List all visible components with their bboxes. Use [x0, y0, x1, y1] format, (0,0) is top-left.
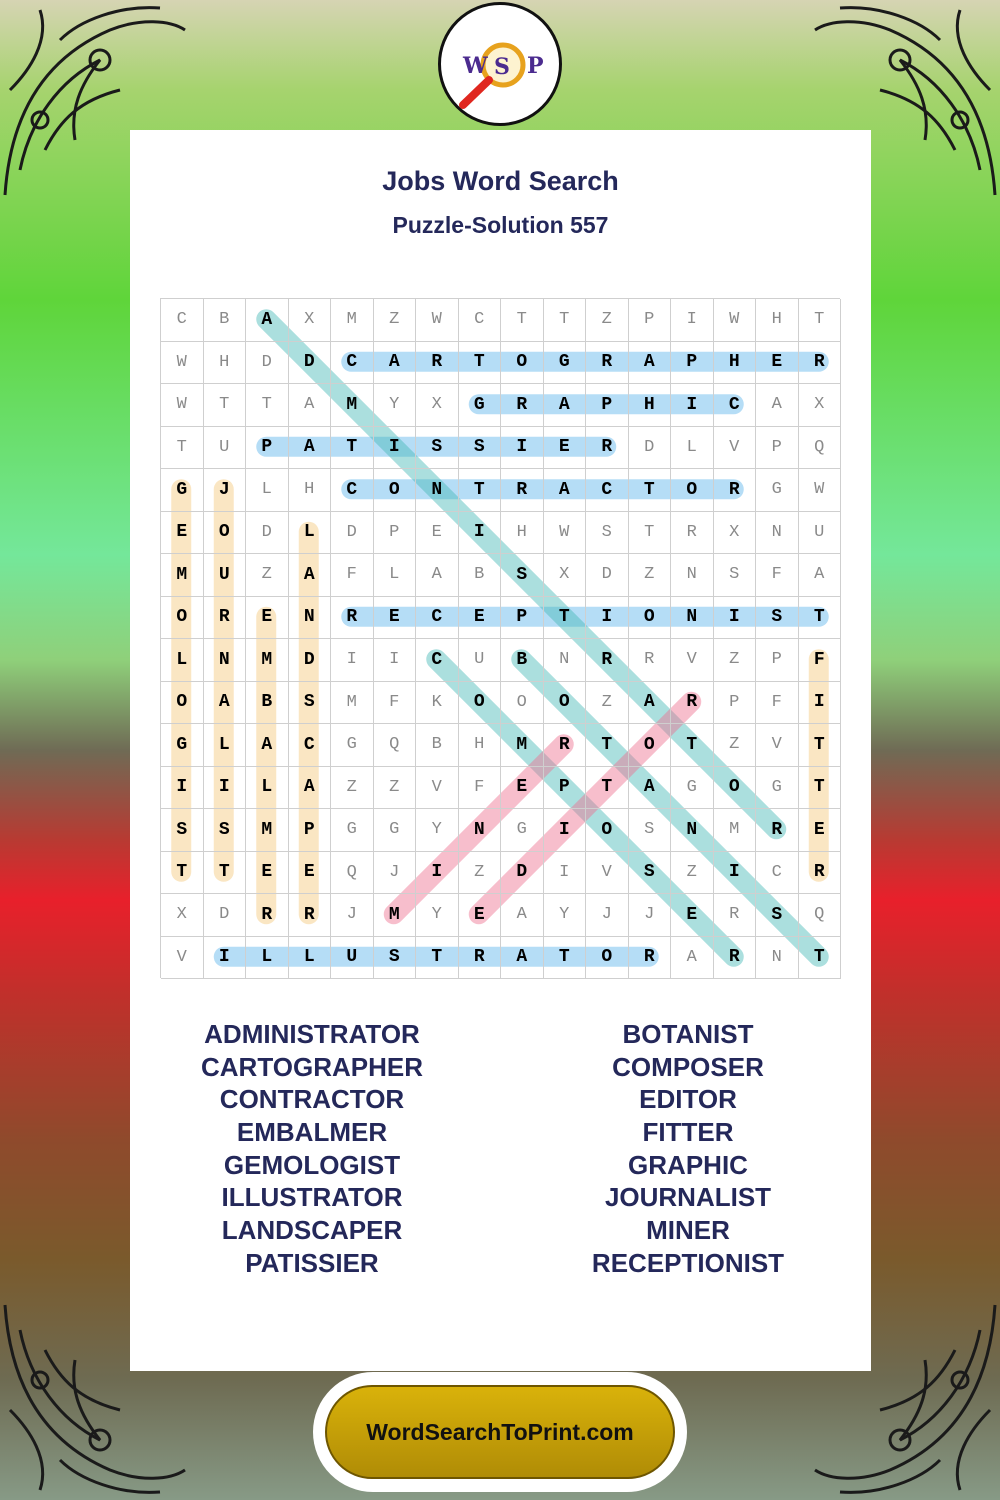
grid-cell[interactable]: E [671, 894, 714, 937]
grid-cell[interactable]: Z [586, 299, 629, 342]
grid-cell[interactable]: C [756, 852, 799, 895]
grid-cell[interactable]: T [629, 469, 672, 512]
grid-cell[interactable]: R [799, 342, 842, 385]
grid-cell[interactable]: M [161, 554, 204, 597]
grid-cell[interactable]: Z [459, 852, 502, 895]
site-link-button[interactable]: WordSearchToPrint.com [325, 1385, 675, 1479]
grid-cell[interactable]: R [459, 937, 502, 980]
grid-cell[interactable]: Y [544, 894, 587, 937]
grid-cell[interactable]: M [331, 682, 374, 725]
grid-cell[interactable]: Y [416, 894, 459, 937]
grid-cell[interactable]: V [756, 724, 799, 767]
grid-cell[interactable]: F [799, 639, 842, 682]
grid-cell[interactable]: T [544, 937, 587, 980]
grid-cell[interactable]: L [204, 724, 247, 767]
grid-cell[interactable]: J [204, 469, 247, 512]
grid-cell[interactable]: S [501, 554, 544, 597]
grid-cell[interactable]: I [544, 809, 587, 852]
grid-cell[interactable]: N [289, 597, 332, 640]
grid-cell[interactable]: N [459, 809, 502, 852]
grid-cell[interactable]: G [501, 809, 544, 852]
grid-cell[interactable]: L [246, 469, 289, 512]
grid-cell[interactable]: X [416, 384, 459, 427]
grid-cell[interactable]: T [799, 299, 842, 342]
grid-cell[interactable]: I [459, 512, 502, 555]
grid-cell[interactable]: G [756, 767, 799, 810]
grid-cell[interactable]: Z [374, 299, 417, 342]
grid-cell[interactable]: M [331, 299, 374, 342]
grid-cell[interactable]: B [501, 639, 544, 682]
grid-cell[interactable]: H [289, 469, 332, 512]
grid-cell[interactable]: A [246, 299, 289, 342]
grid-cell[interactable]: E [374, 597, 417, 640]
grid-cell[interactable]: A [544, 384, 587, 427]
grid-cell[interactable]: U [799, 512, 842, 555]
grid-cell[interactable]: A [501, 937, 544, 980]
grid-cell[interactable]: D [246, 512, 289, 555]
grid-cell[interactable]: P [671, 342, 714, 385]
grid-cell[interactable]: E [161, 512, 204, 555]
grid-cell[interactable]: N [204, 639, 247, 682]
grid-cell[interactable]: T [586, 724, 629, 767]
word-list-item: JOURNALIST [604, 1182, 772, 1213]
letter-grid [160, 298, 840, 978]
grid-cell[interactable]: R [629, 639, 672, 682]
grid-cell[interactable]: T [161, 852, 204, 895]
grid-cell[interactable]: Y [416, 809, 459, 852]
grid-cell[interactable]: E [289, 852, 332, 895]
grid-cell[interactable]: I [671, 299, 714, 342]
grid-cell[interactable]: I [416, 852, 459, 895]
grid-cell[interactable]: W [161, 384, 204, 427]
grid-cell[interactable]: S [459, 427, 502, 470]
grid-cell[interactable]: T [204, 384, 247, 427]
grid-cell[interactable]: T [161, 427, 204, 470]
grid-cell[interactable]: S [289, 682, 332, 725]
grid-cell[interactable]: O [544, 682, 587, 725]
grid-cell[interactable]: A [799, 554, 842, 597]
grid-cell[interactable]: A [289, 427, 332, 470]
grid-cell[interactable]: Z [331, 767, 374, 810]
grid-cell[interactable]: R [204, 597, 247, 640]
grid-cell[interactable]: V [586, 852, 629, 895]
grid-cell[interactable]: O [586, 809, 629, 852]
grid-cell[interactable]: E [416, 512, 459, 555]
grid-cell[interactable]: S [629, 852, 672, 895]
grid-cell[interactable]: N [416, 469, 459, 512]
grid-cell[interactable]: S [161, 809, 204, 852]
grid-cell[interactable]: D [246, 342, 289, 385]
grid-cell[interactable]: E [459, 597, 502, 640]
grid-cell[interactable]: R [289, 894, 332, 937]
grid-cell[interactable]: A [289, 384, 332, 427]
grid-cell[interactable]: L [246, 937, 289, 980]
word-list-item: FITTER [642, 1117, 734, 1148]
grid-cell[interactable]: B [246, 682, 289, 725]
grid-cell[interactable]: A [629, 767, 672, 810]
grid-cell[interactable]: W [714, 299, 757, 342]
grid-cell[interactable]: T [246, 384, 289, 427]
grid-cell[interactable]: O [161, 597, 204, 640]
grid-cell[interactable]: C [714, 384, 757, 427]
grid-cell[interactable]: E [501, 767, 544, 810]
grid-cell[interactable]: O [374, 469, 417, 512]
word-list-item: ILLUSTRATOR [221, 1182, 403, 1213]
grid-cell[interactable]: S [586, 512, 629, 555]
grid-cell[interactable]: T [629, 512, 672, 555]
grid-cell[interactable]: V [161, 937, 204, 980]
grid-cell[interactable]: U [204, 427, 247, 470]
grid-cell[interactable]: A [629, 682, 672, 725]
grid-cell[interactable]: G [374, 809, 417, 852]
grid-cell[interactable]: O [204, 512, 247, 555]
logo-letter-s: S [494, 54, 510, 80]
grid-cell[interactable]: Z [629, 554, 672, 597]
grid-cell[interactable]: D [629, 427, 672, 470]
grid-cell[interactable]: P [756, 639, 799, 682]
grid-cell[interactable]: T [416, 937, 459, 980]
grid-cell[interactable]: A [374, 342, 417, 385]
grid-cell[interactable]: T [799, 767, 842, 810]
grid-cell[interactable]: C [586, 469, 629, 512]
grid-cell[interactable]: F [756, 682, 799, 725]
grid-cell[interactable]: Z [714, 639, 757, 682]
grid-cell[interactable]: T [586, 767, 629, 810]
grid-cell[interactable]: D [289, 639, 332, 682]
grid-cell[interactable]: F [374, 682, 417, 725]
grid-cell[interactable]: S [714, 554, 757, 597]
grid-cell[interactable]: B [416, 724, 459, 767]
grid-cell[interactable]: Q [374, 724, 417, 767]
grid-cell[interactable]: I [586, 597, 629, 640]
grid-cell[interactable]: U [331, 937, 374, 980]
grid-cell[interactable]: G [331, 724, 374, 767]
grid-cell[interactable]: F [459, 767, 502, 810]
grid-cell[interactable]: P [714, 682, 757, 725]
grid-cell[interactable]: I [501, 427, 544, 470]
grid-cell[interactable]: P [246, 427, 289, 470]
grid-cell[interactable]: R [246, 894, 289, 937]
grid-cell[interactable]: E [246, 852, 289, 895]
grid-cell[interactable]: A [501, 894, 544, 937]
grid-cell[interactable]: G [544, 342, 587, 385]
grid-cell[interactable]: G [161, 724, 204, 767]
wsp-logo[interactable] [438, 2, 562, 126]
grid-cell[interactable]: S [756, 597, 799, 640]
grid-cell[interactable]: R [501, 384, 544, 427]
grid-cell[interactable]: H [714, 342, 757, 385]
grid-cell[interactable]: Q [331, 852, 374, 895]
grid-cell[interactable]: I [374, 639, 417, 682]
grid-cell[interactable]: R [671, 512, 714, 555]
grid-cell[interactable]: T [544, 299, 587, 342]
grid-cell[interactable]: R [629, 937, 672, 980]
grid-cell[interactable]: Q [799, 427, 842, 470]
grid-cell[interactable]: C [331, 469, 374, 512]
grid-cell[interactable]: S [374, 937, 417, 980]
grid-cell[interactable]: I [374, 427, 417, 470]
grid-cell[interactable]: E [544, 427, 587, 470]
grid-cell[interactable]: Z [374, 767, 417, 810]
grid-cell[interactable]: X [714, 512, 757, 555]
grid-cell[interactable]: I [331, 639, 374, 682]
grid-cell[interactable]: T [459, 469, 502, 512]
grid-cell[interactable]: X [544, 554, 587, 597]
grid-cell[interactable]: J [374, 852, 417, 895]
grid-cell[interactable]: R [586, 342, 629, 385]
grid-cell[interactable]: R [714, 469, 757, 512]
grid-cell[interactable]: H [629, 384, 672, 427]
grid-cell[interactable]: I [799, 682, 842, 725]
grid-cell[interactable]: P [501, 597, 544, 640]
grid-cell[interactable]: M [246, 639, 289, 682]
page-title: Jobs Word Search [382, 166, 619, 196]
grid-cell[interactable]: V [714, 427, 757, 470]
grid-cell[interactable]: Z [714, 724, 757, 767]
grid-cell[interactable]: C [416, 597, 459, 640]
grid-cell[interactable]: K [416, 682, 459, 725]
grid-cell[interactable]: R [544, 724, 587, 767]
grid-cell[interactable]: D [501, 852, 544, 895]
grid-cell[interactable]: T [501, 299, 544, 342]
grid-cell[interactable]: T [799, 597, 842, 640]
grid-cell[interactable]: E [756, 342, 799, 385]
grid-cell[interactable]: W [161, 342, 204, 385]
word-search-grid [160, 298, 840, 978]
grid-cell[interactable]: P [756, 427, 799, 470]
grid-cell[interactable]: S [204, 809, 247, 852]
grid-cell[interactable]: A [671, 937, 714, 980]
grid-cell[interactable]: X [161, 894, 204, 937]
grid-cell[interactable]: M [374, 894, 417, 937]
grid-cell[interactable]: I [161, 767, 204, 810]
grid-cell[interactable]: L [289, 512, 332, 555]
grid-cell[interactable]: T [799, 724, 842, 767]
word-list-item: CONTRACTOR [219, 1084, 405, 1115]
grid-cell[interactable]: T [459, 342, 502, 385]
grid-cell[interactable]: Y [374, 384, 417, 427]
grid-cell[interactable]: O [161, 682, 204, 725]
grid-cell[interactable]: E [799, 809, 842, 852]
grid-cell[interactable]: C [331, 342, 374, 385]
grid-cell[interactable]: U [204, 554, 247, 597]
word-list-item: EMBALMER [236, 1117, 388, 1148]
grid-cell[interactable]: D [204, 894, 247, 937]
grid-cell[interactable]: B [204, 299, 247, 342]
word-list-item: RECEPTIONIST [591, 1247, 785, 1278]
grid-cell[interactable]: M [714, 809, 757, 852]
magnifier-icon [441, 5, 559, 123]
grid-cell[interactable]: C [416, 639, 459, 682]
grid-cell[interactable]: R [714, 937, 757, 980]
grid-cell[interactable]: E [246, 597, 289, 640]
grid-cell[interactable]: D [289, 342, 332, 385]
grid-cell[interactable]: G [671, 767, 714, 810]
grid-cell[interactable]: F [331, 554, 374, 597]
grid-cell[interactable]: V [416, 767, 459, 810]
grid-cell[interactable]: R [586, 427, 629, 470]
grid-cell[interactable]: Q [799, 894, 842, 937]
word-list-item: MINER [646, 1215, 730, 1246]
grid-cell[interactable]: A [756, 384, 799, 427]
word-list-item: EDITOR [639, 1084, 737, 1115]
grid-cell[interactable]: N [671, 554, 714, 597]
word-list-item: LANDSCAPER [221, 1215, 403, 1246]
grid-cell[interactable]: N [756, 937, 799, 980]
grid-cell[interactable]: P [289, 809, 332, 852]
grid-cell[interactable]: T [799, 937, 842, 980]
grid-cell[interactable]: W [799, 469, 842, 512]
grid-cell[interactable]: V [671, 639, 714, 682]
grid-cell[interactable]: N [671, 597, 714, 640]
word-list-right [523, 1018, 853, 1280]
grid-cell[interactable]: I [204, 767, 247, 810]
grid-cell[interactable]: I [714, 852, 757, 895]
grid-cell[interactable]: Z [671, 852, 714, 895]
grid-cell[interactable]: R [756, 809, 799, 852]
grid-cell[interactable]: U [459, 639, 502, 682]
grid-cell[interactable]: X [799, 384, 842, 427]
word-list-item: ADMINISTRATOR [204, 1019, 420, 1049]
grid-cell[interactable]: H [204, 342, 247, 385]
grid-cell[interactable]: W [544, 512, 587, 555]
grid-cell[interactable]: W [416, 299, 459, 342]
word-list-item: GRAPHIC [628, 1149, 748, 1180]
grid-cell[interactable]: X [289, 299, 332, 342]
grid-cell[interactable]: T [544, 597, 587, 640]
grid-cell[interactable]: R [501, 469, 544, 512]
grid-cell[interactable]: M [331, 384, 374, 427]
grid-cell[interactable]: N [544, 639, 587, 682]
word-list-item: PATISSIER [245, 1247, 379, 1278]
grid-cell[interactable]: N [671, 809, 714, 852]
grid-cell[interactable]: O [671, 469, 714, 512]
grid-cell[interactable]: R [671, 682, 714, 725]
grid-cell[interactable]: L [671, 427, 714, 470]
grid-cell[interactable]: B [459, 554, 502, 597]
grid-cell[interactable]: R [331, 597, 374, 640]
grid-cell[interactable]: C [161, 299, 204, 342]
grid-cell[interactable]: A [544, 469, 587, 512]
grid-cell[interactable]: J [331, 894, 374, 937]
page-subtitle: Puzzle-Solution 557 [392, 212, 609, 238]
grid-cell[interactable]: G [459, 384, 502, 427]
grid-cell[interactable]: J [629, 894, 672, 937]
puzzle-card [130, 130, 871, 1371]
grid-cell[interactable]: E [459, 894, 502, 937]
grid-cell[interactable]: P [374, 512, 417, 555]
grid-cell[interactable]: I [204, 937, 247, 980]
grid-cell[interactable]: G [756, 469, 799, 512]
grid-cell[interactable]: Z [246, 554, 289, 597]
grid-cell[interactable]: H [756, 299, 799, 342]
grid-cell[interactable]: A [246, 724, 289, 767]
grid-cell[interactable]: I [671, 384, 714, 427]
word-list-left [147, 1018, 477, 1280]
grid-cell[interactable]: S [629, 809, 672, 852]
grid-cell[interactable]: O [459, 682, 502, 725]
word-list-item: CARTOGRAPHER [201, 1051, 423, 1082]
grid-cell[interactable]: A [204, 682, 247, 725]
grid-cell[interactable]: H [459, 724, 502, 767]
grid-cell[interactable]: P [544, 767, 587, 810]
grid-cell[interactable]: R [416, 342, 459, 385]
grid-cell[interactable]: A [416, 554, 459, 597]
grid-cell[interactable]: C [289, 724, 332, 767]
grid-cell[interactable]: O [501, 682, 544, 725]
grid-cell[interactable]: L [246, 767, 289, 810]
grid-cell[interactable]: P [629, 299, 672, 342]
grid-cell[interactable]: R [714, 894, 757, 937]
grid-cell[interactable]: O [501, 342, 544, 385]
grid-cell[interactable]: D [331, 512, 374, 555]
logo-letter-p: P [527, 53, 544, 79]
grid-cell[interactable]: S [416, 427, 459, 470]
grid-cell[interactable]: H [501, 512, 544, 555]
word-list-item: COMPOSER [612, 1051, 764, 1082]
grid-cell[interactable]: T [671, 724, 714, 767]
grid-cell[interactable]: Z [586, 682, 629, 725]
grid-cell[interactable]: S [756, 894, 799, 937]
grid-cell[interactable]: L [374, 554, 417, 597]
grid-cell[interactable]: R [799, 852, 842, 895]
grid-cell[interactable]: J [586, 894, 629, 937]
grid-cell[interactable]: A [289, 767, 332, 810]
logo-letter-w: W [463, 53, 488, 79]
grid-cell[interactable]: I [714, 597, 757, 640]
grid-cell[interactable]: L [161, 639, 204, 682]
grid-cell[interactable]: I [544, 852, 587, 895]
grid-cell[interactable]: O [586, 937, 629, 980]
grid-cell[interactable]: N [756, 512, 799, 555]
grid-cell[interactable]: C [459, 299, 502, 342]
grid-cell[interactable]: D [586, 554, 629, 597]
grid-cell[interactable]: A [629, 342, 672, 385]
word-list-item: GEMOLOGIST [223, 1149, 401, 1180]
grid-cell[interactable]: T [204, 852, 247, 895]
grid-cell[interactable]: L [289, 937, 332, 980]
grid-cell[interactable]: T [331, 427, 374, 470]
grid-cell[interactable]: R [586, 639, 629, 682]
grid-cell[interactable]: M [501, 724, 544, 767]
grid-cell[interactable]: O [629, 724, 672, 767]
grid-cell[interactable]: O [629, 597, 672, 640]
grid-cell[interactable]: M [246, 809, 289, 852]
grid-cell[interactable]: P [586, 384, 629, 427]
grid-cell[interactable]: G [331, 809, 374, 852]
grid-cell[interactable]: F [756, 554, 799, 597]
grid-cell[interactable]: A [289, 554, 332, 597]
grid-cell[interactable]: G [161, 469, 204, 512]
grid-cell[interactable]: O [714, 767, 757, 810]
word-list-item: BOTANIST [622, 1019, 754, 1049]
